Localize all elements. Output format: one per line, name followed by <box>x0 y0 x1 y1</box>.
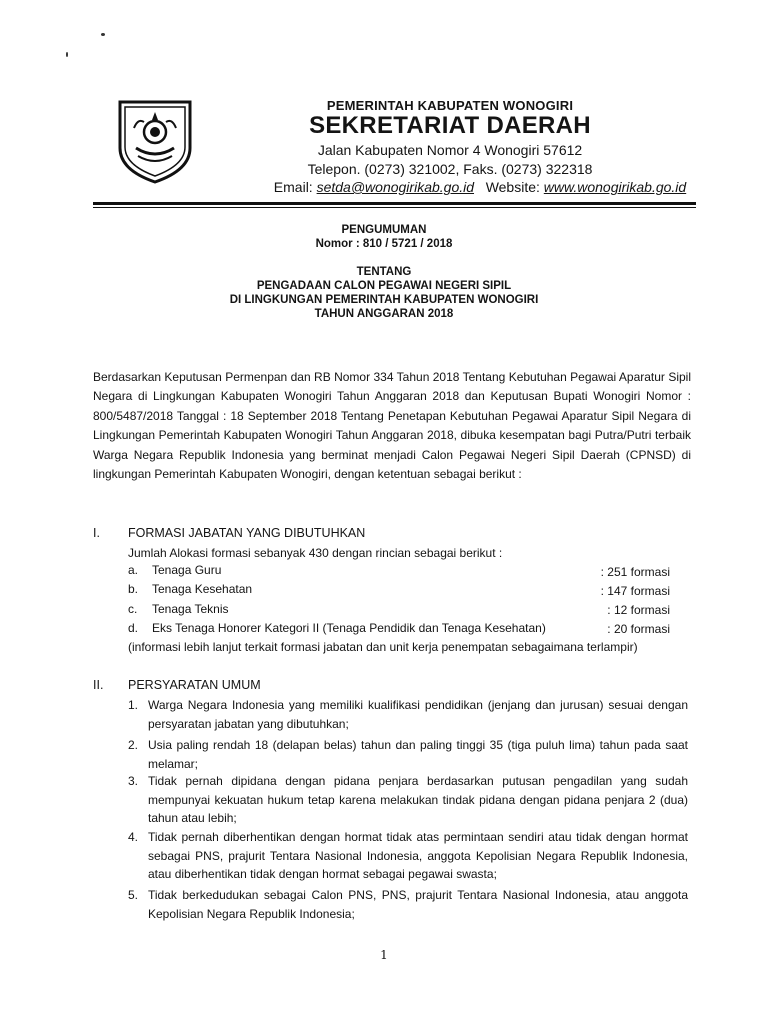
section-title: FORMASI JABATAN YANG DIBUTUHKAN <box>128 526 366 540</box>
requirement-text: Tidak berkedudukan sebagai Calon PNS, PNS, prajurit Tentara Nasional Indonesia, atau anggota Kepolisian Negara Republik Indonesia; <box>148 888 688 921</box>
section-note: (informasi lebih lanjut terkait formasi jabatan dan unit kerja penempatan sebagaimana terlampir) <box>128 640 638 654</box>
requirement-text: Tidak pernah dipidana dengan pidana penjara berdasarkan putusan pengadilan yang sudah mempunyai kekuatan hukum tetap karena melakukan tindak pidana dengan pidana penjara 2 (dua) tahun atau lebih; <box>148 774 688 825</box>
list-item-value: : 20 formasi <box>607 622 670 636</box>
list-item-value: : 251 formasi <box>600 565 670 579</box>
requirement-text: Warga Negara Indonesia yang memiliki kualifikasi pendidikan (jenjang dan jurusan) sesuai dengan persyaratan jabatan yang dibutuhkan; <box>148 698 688 731</box>
list-item-letter: c. <box>128 602 138 616</box>
section-title: PERSYARATAN UMUM <box>128 678 261 692</box>
email-link[interactable]: setda@wonogirikab.go.id <box>316 179 475 195</box>
header-divider-thin <box>93 207 696 208</box>
announcement-subject-line: PENGADAAN CALON PEGAWAI NEGERI SIPIL <box>256 280 512 292</box>
announcement-subject-line: TAHUN ANGGARAN 2018 <box>314 308 454 320</box>
email-label: Email: <box>273 179 313 195</box>
list-item-name: Tenaga Teknis <box>152 602 229 616</box>
list-item-letter: a. <box>128 563 139 577</box>
scan-speck <box>66 52 68 57</box>
requirement-number: 5. <box>128 888 139 902</box>
section-lead: Jumlah Alokasi formasi sebanyak 430 dengan rincian sebagai berikut : <box>128 546 503 560</box>
regency-coat-of-arms-icon <box>116 98 194 184</box>
list-item-letter: b. <box>128 582 139 596</box>
section-number: II. <box>93 678 104 692</box>
office-address: Jalan Kabupaten Nomor 4 Wonogiri 57612 <box>317 142 583 158</box>
announcement-about: TENTANG <box>356 266 412 278</box>
requirement-text: Usia paling rendah 18 (delapan belas) tahun dan paling tinggi 35 (tiga puluh lima) tahun pada saat melamar; <box>148 738 688 771</box>
requirement-number: 1. <box>128 698 139 712</box>
intro-paragraph: Berdasarkan Keputusan Permenpan dan RB Nomor 334 Tahun 2018 Tentang Kebutuhan Pegawai Aparatur Sipil Negara di Lingkungan Kabupaten Wonogiri Tahun Anggaran 2018 dan Keputusan Bupati Wonogiri Nomor : 800/5487/2018 Tanggal : 18 September 2018 Tentang Penetapan Kebutuhan Pegawai Aparatur Sipil Negara di Lingkungan Pemerintah Kabupaten Wonogiri Tahun Anggaran 2018, dibuka kesempatan bagi Putra/Putri terbaik Warga Negara Republik Indonesia yang berminat menjadi Calon Pegawai Negeri Sipil Daerah (CPNSD) di lingkungan Pemerintah Kabupaten Wonogiri, dengan ketentuan sebagai berikut : <box>93 370 691 482</box>
announcement-number: Nomor : 810 / 5721 / 2018 <box>315 238 453 250</box>
header-divider <box>93 202 696 205</box>
office-phone: Telepon. (0273) 321002, Faks. (0273) 322318 <box>307 161 593 177</box>
list-item-name: Eks Tenaga Honorer Kategori II (Tenaga Pendidik dan Tenaga Kesehatan) <box>152 621 546 635</box>
requirement-number: 3. <box>128 774 139 788</box>
announcement-heading: PENGUMUMAN <box>341 224 427 236</box>
website-link[interactable]: www.wonogirikab.go.id <box>543 179 687 195</box>
website-label: Website: <box>485 179 540 195</box>
list-item-value: : 147 formasi <box>600 584 670 598</box>
government-name: PEMERINTAH KABUPATEN WONOGIRI <box>326 98 574 113</box>
office-title: SEKRETARIAT DAERAH <box>309 112 591 139</box>
contact-line <box>220 179 740 195</box>
scan-speck <box>101 33 105 36</box>
section-number: I. <box>93 526 100 540</box>
requirement-number: 4. <box>128 830 139 844</box>
page-number: 1 <box>380 948 388 962</box>
list-item-letter: d. <box>128 621 139 635</box>
list-item-value: : 12 formasi <box>607 603 670 617</box>
list-item-name: Tenaga Kesehatan <box>152 582 253 596</box>
announcement-subject-line: DI LINGKUNGAN PEMERINTAH KABUPATEN WONOGIRI <box>229 294 539 306</box>
list-item-name: Tenaga Guru <box>152 563 222 577</box>
requirement-text: Tidak pernah diberhentikan dengan hormat tidak atas permintaan sendiri atau tidak dengan hormat sebagai PNS, prajurit Tentara Nasional Indonesia, anggota Kepolisian Negara Republik Indonesia, atau diberhentikan tidak dengan hormat sebagai pegawai swasta; <box>148 830 688 881</box>
requirement-number: 2. <box>128 738 139 752</box>
